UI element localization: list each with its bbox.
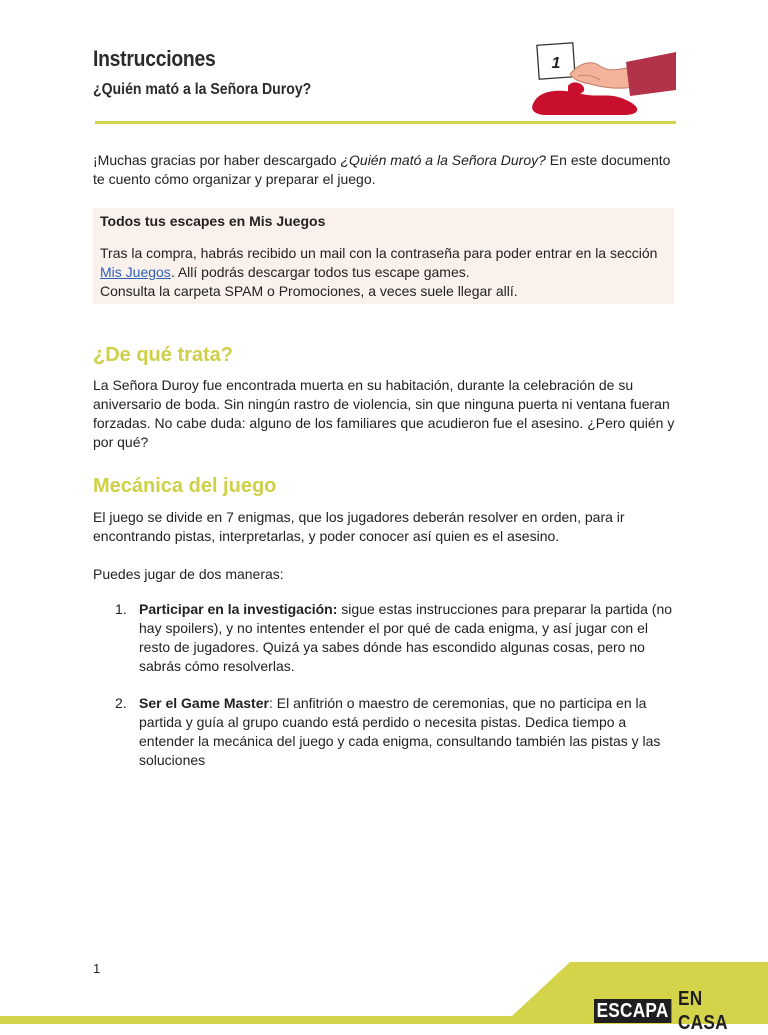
ways-intro: Puedes jugar de dos maneras:	[93, 566, 284, 582]
callout-text-start: Tras la compra, habrás recibido un mail con la contraseña para poder entrar en la sección	[100, 245, 658, 261]
page-subtitle: ¿Quién mató a la Señora Duroy?	[93, 81, 312, 98]
header-divider	[95, 121, 676, 124]
list-text	[139, 694, 679, 770]
list-item-text: sigue estas instrucciones para preparar la partida (no hay spoilers), y no intentes entender el por qué de cada enigma, y así jugar con el resto de jugadores. Quizá ya sabes dónde has escondido algunas cosas, pero no sabrás cómo resolverlas.	[139, 601, 673, 674]
list-item-bold: Ser el Game Master	[139, 695, 269, 711]
header-illustration	[530, 40, 676, 116]
brand-logo-text: EN CASA	[677, 988, 728, 1034]
mis-juegos-callout	[93, 208, 674, 304]
section-heading-mecanica: Mecánica del juego	[93, 475, 277, 497]
list-item-text: : El anfitrión o maestro de ceremonias, que no participa en la partida y guía al grupo cuando está perdido o necesita pistas. Dedica tiempo a entender la mecánica del juego y cada enigma, consultando también las pistas y las soluciones	[139, 695, 661, 768]
callout-body	[100, 244, 666, 301]
page-title: Instrucciones	[93, 46, 216, 71]
intro-text-end: En este documento te cuento cómo organizar y preparar el juego.	[93, 152, 671, 187]
number-card-icon	[537, 43, 575, 79]
section-heading-trata: ¿De qué trata?	[93, 344, 234, 366]
intro-paragraph	[93, 151, 683, 189]
list-text	[139, 600, 679, 676]
card-number: 1	[551, 55, 561, 72]
section-body-mecanica: El juego se divide en 7 enigmas, que los jugadores deberán resolver en orden, para ir encontrando pistas, interpretarlas, y poder conocer así quien es el asesino.	[93, 509, 625, 544]
brand-logo-box: ESCAPA	[594, 999, 671, 1023]
mis-juegos-link[interactable]: Mis Juegos	[100, 264, 171, 280]
section-body-trata: La Señora Duroy fue encontrada muerta en su habitación, durante la celebración de su aniversario de boda. Sin ningún rastro de violencia, sin que ninguna puerta ni ventana fueran forzadas. No cabe duda: alguno de los familiares que acudieron fue el asesino. ¿Pero quién y por qué?	[93, 377, 675, 450]
list-number: 2.	[115, 695, 127, 711]
brand-logo	[594, 987, 768, 1035]
callout-title: Todos tus escapes en Mis Juegos	[100, 213, 326, 229]
list-number: 1.	[115, 601, 127, 617]
list-item-bold: Participar en la investigación:	[139, 601, 338, 617]
intro-text-start: ¡Muchas gracias por haber descargado	[93, 152, 341, 168]
callout-text-mid: . Allí podrás descargar todos tus escape games.	[170, 264, 470, 280]
callout-spam-note: Consulta la carpeta SPAM o Promociones, a veces suele llegar allí.	[100, 283, 518, 299]
page-number: 1	[93, 961, 101, 976]
hand-icon	[570, 52, 676, 96]
intro-game-title: ¿Quién mató a la Señora Duroy?	[340, 152, 546, 168]
